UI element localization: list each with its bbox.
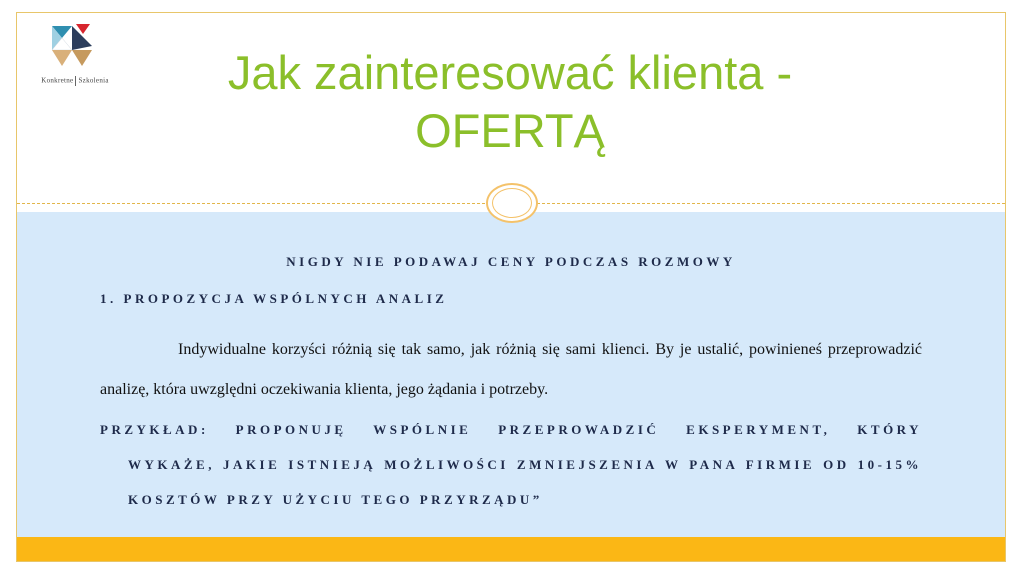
ornament-ring-inner [492,188,532,218]
slide-title: Jak zainteresować klienta - OFERTĄ [227,46,793,157]
logo-text-left: Konkretne [41,76,74,85]
example-continuation: WYKAŻE, JAKIE ISTNIEJĄ MOŻLIWOŚCI ZMNIEJSZENIA W PANA FIRMIE OD 10-15% KOSZTÓW PRZY UŻYCIU TEGO PRZYRZĄDU” [128,457,922,507]
body-paragraph: Indywidualne korzyści różnią się tak samo, jak różnią się sami klienci. By je ustalić, powinieneś przeprowadzić analizę, która uwzględni oczekiwania klienta, jego żądania i potrzeby. [100,341,922,398]
content-heading: NIGDY NIE PODAWAJ CENY PODCZAS ROZMOWY [286,254,736,269]
company-logo [30,20,120,90]
example-line-1: PRZYKŁAD: PROPONUJĘ WSPÓLNIE PRZEPROWADZIĆ EKSPERYMENT, KTÓRY [100,422,922,437]
example-block [100,412,922,517]
logo-icon [30,20,120,76]
point-1: 1. PROPOZYCJA WSPÓLNYCH ANALIZ [100,291,448,306]
logo-text-right: Szkolenia [78,76,109,85]
footer-bar [17,537,1005,561]
logo-text [30,76,120,86]
